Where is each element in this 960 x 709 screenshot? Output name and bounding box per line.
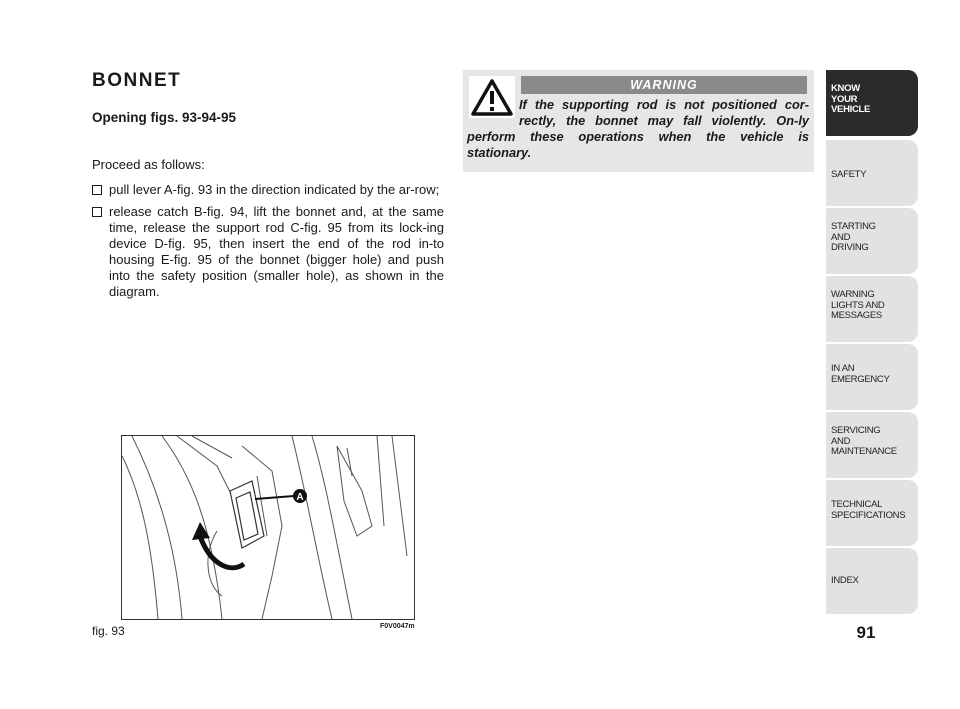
step-text: release catch B-fig. 94, lift the bonnet and, at the same time, release the support rod C-fig. 95 from its lock-ing device D-fig. 95, then insert the end of the rod in-to housing E-fig. 95 of the bonnet (bigger hole) and push into the safety position (smaller hole), as shown in the diagram. (109, 204, 444, 299)
tab-index[interactable]: INDEX (826, 548, 918, 614)
section-title: BONNET (92, 70, 182, 91)
instructions (92, 157, 444, 306)
figure-caption: fig. 93 (92, 624, 125, 638)
step-text: pull lever A-fig. 93 in the direction indicated by the ar-row; (109, 182, 440, 197)
lever-illustration (122, 436, 414, 619)
warning-box (463, 70, 814, 172)
tab-know-your-vehicle[interactable]: KNOW YOUR VEHICLE (826, 70, 918, 136)
tab-in-an-emergency[interactable]: IN AN EMERGENCY (826, 344, 918, 410)
figure-code: F0V0047m (380, 623, 415, 630)
checkbox-bullet-icon (92, 207, 102, 217)
page-number: 91 (856, 623, 876, 642)
tab-technical-specifications[interactable]: TECHNICAL SPECIFICATIONS (826, 480, 918, 546)
callout-a: A (296, 492, 304, 503)
figure-93-illustration (121, 435, 415, 620)
list-item (92, 204, 444, 300)
list-item (92, 182, 444, 198)
steps-list (92, 182, 444, 300)
warning-text: If the supporting rod is not positioned cor-rectly, the bonnet may fall violently. On-ly perform these operations when the vehicle is stationary. (467, 97, 809, 160)
intro-text: Proceed as follows: (92, 157, 205, 172)
tab-safety[interactable]: SAFETY (826, 140, 918, 206)
warning-heading: WARNING (521, 76, 807, 94)
tab-servicing-and-maintenance[interactable]: SERVICING AND MAINTENANCE (826, 412, 918, 478)
checkbox-bullet-icon (92, 185, 102, 195)
tab-starting-and-driving[interactable]: STARTING AND DRIVING (826, 208, 918, 274)
section-subtitle: Opening figs. 93-94-95 (92, 110, 237, 125)
tab-warning-lights-and-messages[interactable]: WARNING LIGHTS AND MESSAGES (826, 276, 918, 342)
